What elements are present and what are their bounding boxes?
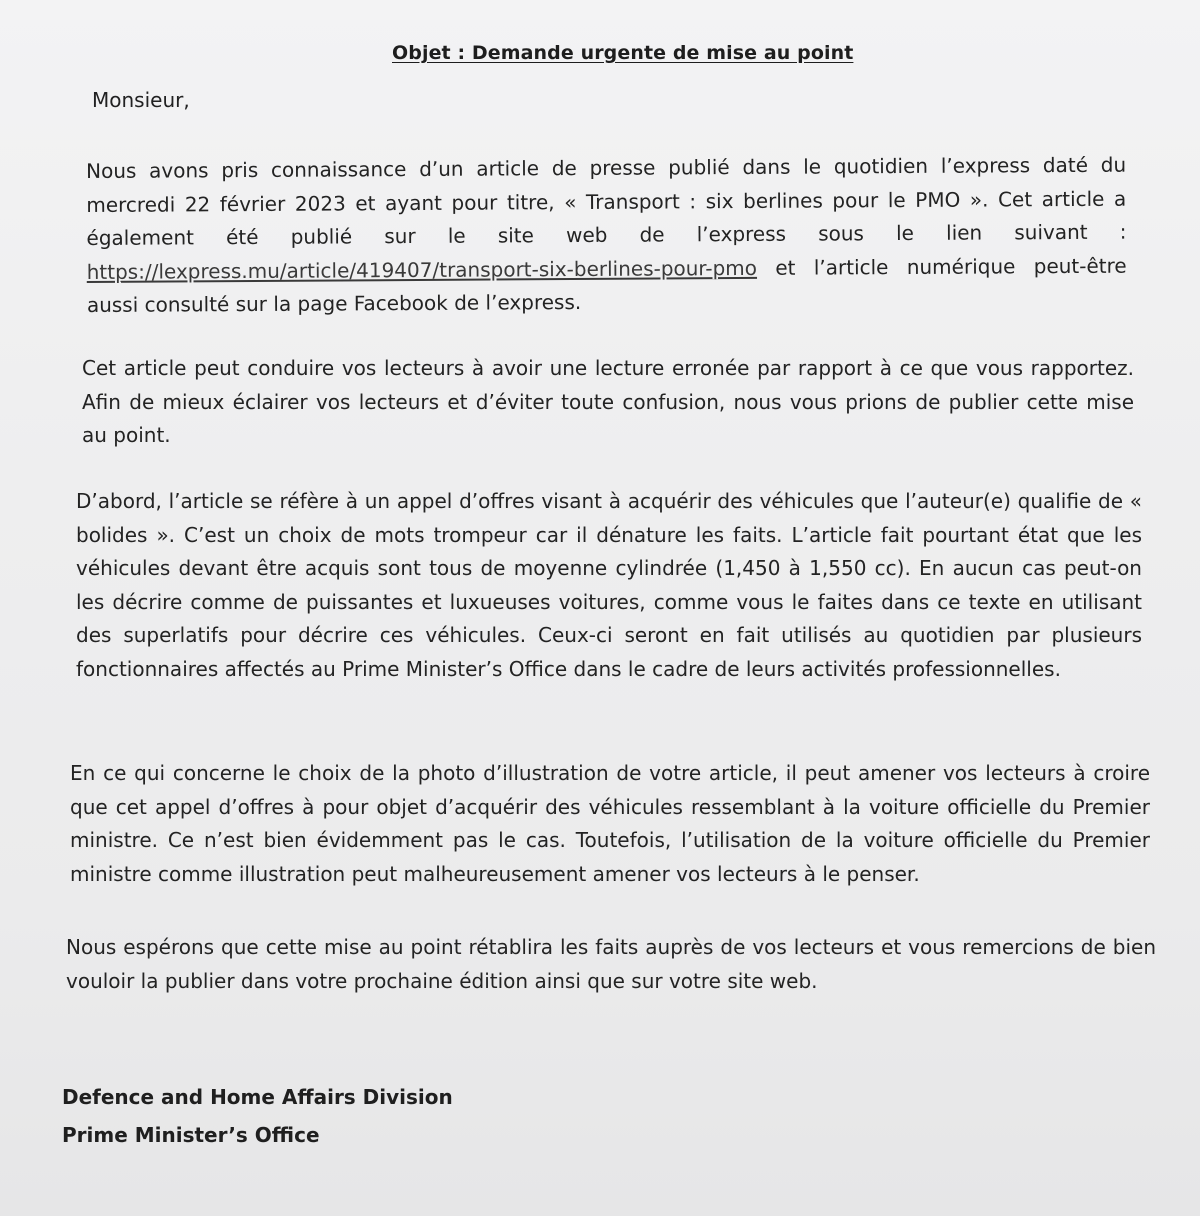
signature-division: Defence and Home Affairs Division bbox=[62, 1085, 453, 1109]
paragraph-article-reference-text-end: et l’article numérique peut-être aussi consulté sur la page Facebook de l’express. bbox=[86, 253, 1127, 317]
paragraph-photo-illustration: En ce qui concerne le choix de la photo d’illustration de votre article, il peut amener vos lecteurs à croire que cet appel d’offres à pour objet d’acquérir des véhicules ressemblant à la voiture officielle du Premier ministre. Ce n’est bien évidemment pas le cas. Toutefois, l’utilisation de la voiture officielle du Premier ministre comme illustration peut malheureusement amener vos lecteurs à le penser. bbox=[70, 761, 1150, 886]
paragraph-misleading-reading: Cet article peut conduire vos lecteurs à avoir une lecture erronée par rapport à ce que vous rapportez. Afin de mieux éclairer vos lecteurs et d’éviter toute confusion, nous vous prions de publier cette mise au point. bbox=[82, 356, 1134, 447]
paragraph-article-reference-text-start: Nous avons pris connaissance d’un article de presse publié dans le quotidien l’express daté du mercredi 22 février 2023 et ayant pour titre, « Transport : six berlines pour le PMO ». Cet article a également été publié sur le site web de l’express sous le lien suivant : bbox=[86, 152, 1127, 250]
paragraph-closing-request: Nous espérons que cette mise au point rétablira les faits auprès de vos lecteurs et vous remercions de bien vouloir la publier dans votre prochaine édition ainsi que sur votre site web. bbox=[66, 935, 1156, 993]
signature-office: Prime Minister’s Office bbox=[62, 1123, 320, 1147]
paragraph-bolides-clarification: D’abord, l’article se réfère à un appel d’offres visant à acquérir des véhicules que l’auteur(e) qualifie de « bolides ». C’est un choix de mots trompeur car il dénature les faits. L’article fait pourtant état que les véhicules devant être acquis sont tous de moyenne cylindrée (1,450 à 1,550 cc). En aucun cas peut-on les décrire comme de puissantes et luxueuses voitures, comme vous le faites dans ce texte en utilisant des superlatifs pour décrire ces véhicules. Ceux-ci seront en fait utilisés au quotidien par plusieurs fonctionnaires affectés au Prime Minister’s Office dans le cadre de leurs activités professionnelles. bbox=[76, 489, 1142, 681]
letter-salutation: Monsieur, bbox=[92, 88, 190, 112]
signature-block bbox=[62, 1078, 453, 1154]
article-link[interactable]: https://lexpress.mu/article/419407/transport-six-berlines-pour-pmo bbox=[86, 255, 758, 284]
letter-subject: Objet : Demande urgente de mise au point bbox=[392, 42, 854, 64]
paragraph-article-reference bbox=[86, 149, 1127, 323]
